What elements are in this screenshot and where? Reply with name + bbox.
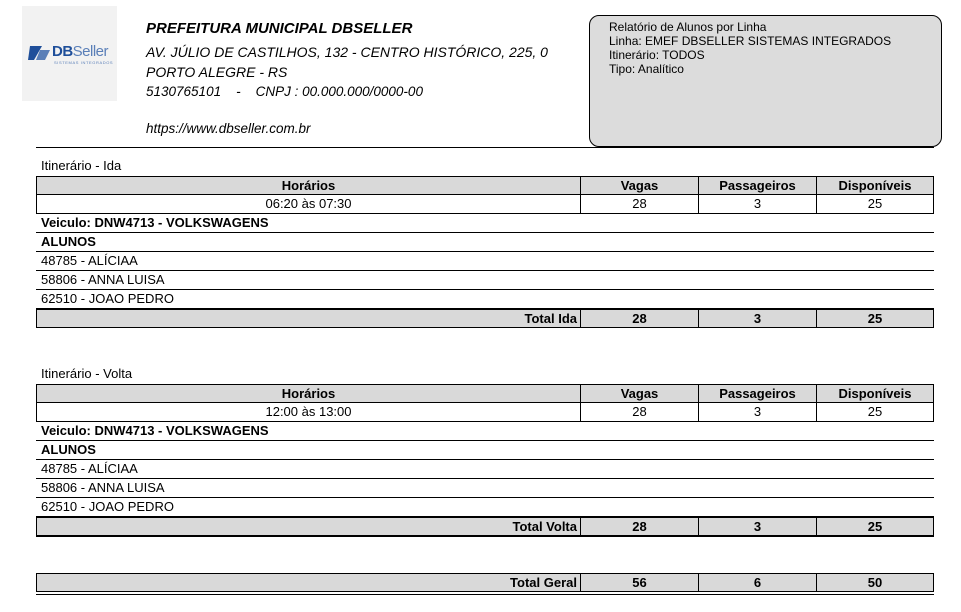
student-row: 58806 - ANNA LUISA <box>36 271 934 290</box>
organization-url[interactable]: https://www.dbseller.com.br <box>146 121 311 136</box>
total-label: Total Ida <box>524 311 577 326</box>
total-vagas: 28 <box>580 310 698 327</box>
vehicle-row-ida: Veiculo: DNW4713 - VOLKSWAGENS <box>36 214 934 233</box>
grand-total-vagas: 56 <box>580 574 698 591</box>
cell-passageiros: 3 <box>698 403 816 421</box>
schedule-row-volta <box>36 403 934 422</box>
student-row: 48785 - ALÍCIAA <box>36 252 934 271</box>
section-title-volta: Itinerário - Volta <box>41 366 133 381</box>
cell-passageiros: 3 <box>698 195 816 213</box>
col-vagas: Vagas <box>580 177 698 194</box>
report-tipo: Tipo: Analítico <box>609 62 684 76</box>
report-linha: Linha: EMEF DBSELLER SISTEMAS INTEGRADOS <box>609 34 892 48</box>
grand-total-row <box>36 573 934 592</box>
organization-address: AV. JÚLIO DE CASTILHOS, 132 - CENTRO HISTÓRICO, 225, 0 <box>146 44 548 60</box>
total-disponiveis: 25 <box>816 310 933 327</box>
students-label-volta: ALUNOS <box>36 441 934 460</box>
grand-total-label: Total Geral <box>510 575 577 590</box>
student-row: 62510 - JOAO PEDRO <box>36 290 934 309</box>
table-header-ida <box>36 176 934 195</box>
organization-name: PREFEITURA MUNICIPAL DBSELLER <box>146 20 413 37</box>
organization-city: PORTO ALEGRE - RS <box>146 64 288 80</box>
cell-vagas: 28 <box>580 195 698 213</box>
cell-disponiveis: 25 <box>816 195 933 213</box>
cell-horario: 12:00 às 13:00 <box>265 404 352 419</box>
section-divider <box>36 536 934 537</box>
cell-horario: 06:20 às 07:30 <box>265 196 352 211</box>
company-logo <box>22 6 117 101</box>
report-title: Relatório de Alunos por Linha <box>609 20 767 34</box>
header-divider <box>36 147 934 148</box>
vehicle-row-volta: Veiculo: DNW4713 - VOLKSWAGENS <box>36 422 934 441</box>
table-header-volta <box>36 384 934 403</box>
col-disponiveis: Disponíveis <box>816 177 933 194</box>
students-label-ida: ALUNOS <box>36 233 934 252</box>
col-passageiros: Passageiros <box>698 385 816 402</box>
dbseller-logo-icon <box>28 44 52 62</box>
student-row: 48785 - ALÍCIAA <box>36 460 934 479</box>
grand-total-passageiros: 6 <box>698 574 816 591</box>
total-row-volta <box>36 517 934 536</box>
total-vagas: 28 <box>580 518 698 535</box>
total-disponiveis: 25 <box>816 518 933 535</box>
col-disponiveis: Disponíveis <box>816 385 933 402</box>
total-passageiros: 3 <box>698 310 816 327</box>
cell-vagas: 28 <box>580 403 698 421</box>
section-title-ida: Itinerário - Ida <box>41 158 122 173</box>
schedule-row-ida <box>36 195 934 214</box>
report-info-box <box>589 15 942 147</box>
student-row: 62510 - JOAO PEDRO <box>36 498 934 517</box>
cell-disponiveis: 25 <box>816 403 933 421</box>
col-horarios: Horários <box>281 386 336 401</box>
report-itinerario: Itinerário: TODOS <box>609 48 705 62</box>
col-vagas: Vagas <box>580 385 698 402</box>
grand-total-disponiveis: 50 <box>816 574 933 591</box>
organization-phone-cnpj: 5130765101 - CNPJ : 00.000.000/0000-00 <box>146 84 423 99</box>
col-horarios: Horários <box>281 178 336 193</box>
student-row: 58806 - ANNA LUISA <box>36 479 934 498</box>
col-passageiros: Passageiros <box>698 177 816 194</box>
total-row-ida <box>36 309 934 328</box>
total-passageiros: 3 <box>698 518 816 535</box>
logo-wordmark: DBSeller <box>52 43 109 60</box>
footer-divider <box>36 594 934 595</box>
total-label: Total Volta <box>512 519 577 534</box>
logo-tagline: SISTEMAS INTEGRADOS <box>54 60 114 65</box>
